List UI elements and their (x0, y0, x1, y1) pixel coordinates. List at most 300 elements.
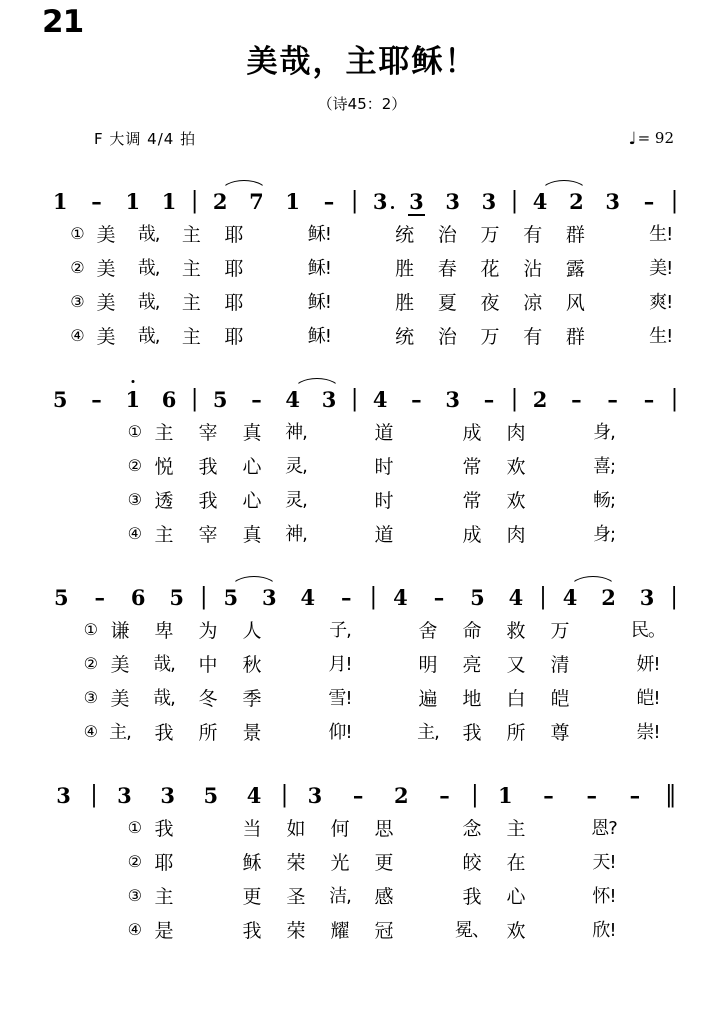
lyric-syllable: 所 (198, 721, 218, 744)
note-cell (202, 191, 238, 216)
lyric-syllable: 冕、 (455, 920, 489, 941)
lyric-syllable: 是 (154, 919, 174, 942)
note-cell (589, 587, 627, 612)
lyric-syllable: 美 (96, 257, 116, 280)
lyric-syllable: 又 (506, 653, 526, 676)
note-cell (78, 389, 114, 414)
note-glyph: | (280, 782, 289, 808)
lyric-syllable: 美 (110, 687, 130, 710)
note-cell (80, 587, 118, 612)
note-cell (471, 389, 507, 414)
note-glyph: 5 (470, 585, 485, 610)
lyric-syllable: 荣 (286, 851, 306, 874)
verse-number: ② (83, 653, 98, 673)
lyric-syllable: 统 (395, 325, 415, 348)
music-system (28, 572, 696, 748)
lyric-syllable: 我 (154, 721, 174, 744)
note-cell (238, 389, 274, 414)
note-cell (250, 587, 288, 612)
lyric-syllable: 我 (154, 817, 174, 840)
lyric-line (28, 482, 696, 516)
verse-number: ④ (127, 523, 142, 543)
lyric-syllable: 谦 (110, 619, 130, 642)
lyric-syllable: 恩? (591, 818, 617, 839)
lyric-syllable: 皑! (636, 688, 660, 709)
lyric-syllable: 我 (198, 489, 218, 512)
lyric-syllable: 群 (565, 223, 585, 246)
note-glyph: 3 (445, 189, 461, 214)
note-glyph: ‖ (664, 782, 674, 808)
note-glyph: 2 (212, 189, 228, 214)
lyric-syllable: 我 (462, 885, 482, 908)
note-cell (293, 785, 336, 810)
lyric-syllable: 美 (110, 653, 130, 676)
note-glyph: 5 (223, 585, 239, 610)
lyric-line (28, 318, 696, 352)
lyric-syllable: 有 (523, 223, 543, 246)
lyric-syllable: 万 (550, 619, 570, 642)
lyric-syllable: 子, (329, 620, 351, 641)
note-cell (398, 191, 434, 216)
note-glyph: – (571, 387, 582, 412)
lyric-line (28, 714, 696, 748)
note-cell (327, 587, 365, 612)
lyric-line (28, 646, 696, 680)
score-meta (28, 128, 696, 154)
barline (666, 586, 682, 612)
lyric-syllable: 美 (96, 325, 116, 348)
lyric-syllable: 稣! (307, 292, 331, 313)
lyric-syllable: 命 (462, 619, 482, 642)
lyric-syllable: 沾 (523, 257, 543, 280)
note-cell (275, 191, 311, 216)
note-glyph: 3 (117, 783, 132, 808)
lyric-line (28, 448, 696, 482)
note-glyph: 4 (393, 585, 408, 610)
lyric-syllable: 仰! (328, 722, 352, 743)
lyric-syllable: 舍 (418, 619, 438, 642)
lyric-syllable: 主, (109, 722, 131, 743)
lyric-syllable: 常 (462, 489, 482, 512)
barline (366, 586, 382, 612)
note-cell (471, 191, 507, 216)
note-glyph: – (643, 387, 655, 412)
lyric-syllable: 美 (96, 223, 116, 246)
lyric-syllable: 心 (242, 489, 262, 512)
quarter-note-icon: ♩ (628, 129, 637, 149)
lyric-syllable: 美! (649, 258, 673, 279)
barline (347, 190, 362, 216)
lyric-syllable: 中 (198, 653, 218, 676)
verse-number: ② (127, 851, 142, 871)
note-glyph: | (539, 584, 547, 610)
lyric-syllable: 道 (374, 523, 394, 546)
lyric-syllable: 宰 (198, 523, 218, 546)
verse-number: ③ (70, 291, 85, 311)
lyric-syllable: 真 (242, 523, 262, 546)
note-cell (595, 191, 631, 216)
verse-number: ① (127, 421, 142, 441)
lyric-syllable: 尊 (550, 721, 570, 744)
lyric-syllable: 夜 (480, 291, 500, 314)
lyric-syllable: 神, (285, 422, 307, 443)
lyric-syllable: 遍 (418, 687, 438, 710)
tempo-marking (629, 128, 674, 148)
lyric-syllable: 怀! (592, 886, 616, 907)
verse-number: ③ (127, 885, 142, 905)
lyric-syllable: 欣! (592, 920, 616, 941)
lyric-syllable: 主 (154, 421, 174, 444)
note-glyph: 5 (53, 585, 69, 610)
note-cell (115, 389, 151, 414)
barline (187, 190, 202, 216)
note-cell (423, 785, 466, 810)
lyric-line (28, 680, 696, 714)
lyric-syllable: 稣! (307, 224, 331, 245)
lyric-syllable: 喜; (592, 456, 616, 477)
note-cell (398, 389, 434, 414)
note-cell (631, 191, 667, 216)
lyric-syllable: 荣 (286, 919, 306, 942)
note-glyph: 2 (393, 783, 409, 808)
note-glyph: | (369, 584, 378, 610)
verse-number: ④ (127, 919, 142, 939)
note-glyph: 4 (372, 387, 388, 412)
lyric-syllable: 我 (462, 721, 482, 744)
note-glyph: – (586, 783, 597, 808)
verse-number: ③ (127, 489, 142, 509)
note-glyph: 4 (285, 387, 301, 412)
verse-number: ④ (70, 325, 85, 345)
note-glyph: 1 (52, 189, 68, 214)
note-glyph: – (439, 783, 450, 808)
note-cell (362, 389, 398, 414)
note-cell (435, 389, 471, 414)
note-glyph: – (629, 783, 641, 808)
lyric-syllable: 耶 (224, 257, 244, 280)
note-glyph: – (433, 585, 445, 610)
lyric-syllable: 露 (565, 257, 585, 280)
lyric-syllable: 雪! (328, 688, 352, 709)
lyric-syllable: 夏 (437, 291, 457, 314)
lyric-syllable: 在 (506, 851, 526, 874)
lyric-syllable: 胜 (395, 291, 415, 314)
note-glyph: 1 (285, 189, 301, 214)
barline (466, 784, 484, 810)
note-cell (202, 389, 238, 414)
lyric-line (28, 878, 696, 912)
lyric-syllable: 如 (286, 817, 306, 840)
lyric-syllable: 何 (330, 817, 350, 840)
note-glyph: | (510, 188, 519, 214)
lyric-syllable: 成 (462, 421, 482, 444)
note-glyph: – (91, 387, 102, 412)
note-glyph: 1 (161, 189, 177, 214)
verse-number: ① (70, 223, 85, 243)
note-glyph: 3 (639, 585, 655, 610)
lyric-line (28, 612, 696, 646)
note-cell (527, 785, 570, 810)
note-glyph: – (91, 189, 102, 214)
lyric-syllable: 欢 (506, 919, 526, 942)
lyric-line (28, 810, 696, 844)
lyric-syllable: 统 (395, 223, 415, 246)
note-glyph: 3 (56, 783, 71, 808)
lyric-syllable: 有 (523, 325, 543, 348)
note-glyph: 4 (562, 585, 578, 610)
lyric-syllable: 花 (480, 257, 500, 280)
note-cell (484, 785, 527, 810)
lyric-syllable: 欢 (506, 455, 526, 478)
note-cell (311, 191, 347, 216)
lyric-syllable: 天! (592, 852, 616, 873)
note-glyph: | (350, 386, 359, 412)
lyric-syllable: 当 (242, 817, 262, 840)
note-cell (42, 785, 85, 810)
barline (196, 586, 212, 612)
lyric-syllable: 卑 (154, 619, 174, 642)
note-cell (558, 389, 594, 414)
lyric-syllable: 哉, (137, 326, 160, 347)
note-glyph: | (670, 584, 678, 610)
lyric-syllable: 哉, (153, 688, 175, 709)
barline (85, 784, 103, 810)
lyric-syllable: 主 (181, 223, 201, 246)
note-glyph: – (607, 387, 618, 412)
lyric-syllable: 生! (649, 224, 673, 245)
notation-row (28, 374, 696, 414)
note-glyph: 2 (569, 189, 584, 214)
note-cell (157, 587, 195, 612)
note-cell (42, 389, 78, 414)
note-glyph: 5 (212, 387, 228, 412)
lyric-syllable: 为 (198, 619, 218, 642)
note-cell (497, 587, 535, 612)
note-glyph: 7 (249, 189, 264, 214)
note-glyph: 1 (125, 189, 141, 214)
note-cell (212, 587, 250, 612)
lyric-syllable: 圣 (286, 885, 306, 908)
lyric-syllable: 更 (374, 851, 394, 874)
lyric-syllable: 地 (462, 687, 482, 710)
note-cell (232, 785, 275, 810)
lyric-syllable: 风 (565, 291, 585, 314)
lyric-line (28, 250, 696, 284)
note-glyph: – (543, 783, 554, 808)
lyric-syllable: 崇! (636, 722, 660, 743)
lyric-syllable: 耶 (224, 291, 244, 314)
lyric-syllable: 念 (462, 817, 482, 840)
note-glyph: – (323, 189, 335, 214)
lyric-syllable: 主 (154, 523, 174, 546)
note-cell (275, 389, 311, 414)
lyric-line (28, 912, 696, 946)
barline (667, 388, 682, 414)
note-cell (238, 191, 274, 216)
verse-number: ① (127, 817, 142, 837)
note-cell (103, 785, 146, 810)
key-signature: F 大调 4/4 拍 (94, 130, 197, 148)
note-glyph: 6 (130, 585, 146, 610)
note-glyph: 3 (372, 189, 388, 214)
lyric-syllable: 感 (374, 885, 394, 908)
lyric-syllable: 思 (374, 817, 394, 840)
note-glyph: 3 (445, 387, 461, 412)
scripture-reference: （诗45：2） (317, 95, 407, 113)
lyric-syllable: 时 (374, 489, 394, 512)
note-cell (151, 389, 187, 414)
lyric-syllable: 哉, (137, 224, 160, 245)
augmentation-dot (391, 206, 394, 209)
note-glyph: | (670, 188, 679, 214)
note-glyph: | (190, 386, 199, 412)
note-cell (522, 389, 558, 414)
music-system (28, 374, 696, 550)
note-cell (628, 587, 666, 612)
lyric-syllable: 景 (242, 721, 262, 744)
note-cell (311, 389, 347, 414)
lyric-syllable: 冬 (198, 687, 218, 710)
lyric-syllable: 稣! (307, 326, 331, 347)
lyric-line (28, 414, 696, 448)
lyric-syllable: 哉, (137, 258, 160, 279)
lyric-syllable: 主, (417, 722, 439, 743)
note-glyph: 3 (605, 189, 620, 214)
lyric-syllable: 时 (374, 455, 394, 478)
barline (535, 586, 551, 612)
lyric-syllable: 主 (181, 291, 201, 314)
lyric-syllable: 生! (649, 326, 673, 347)
note-glyph: | (199, 584, 208, 610)
lyric-syllable: 肉 (506, 523, 526, 546)
note-cell (458, 587, 496, 612)
page-title: 美哉，主耶稣！ (246, 44, 478, 80)
lyric-syllable: 妍! (636, 654, 660, 675)
note-glyph: 5 (52, 387, 68, 412)
music-system (28, 770, 696, 946)
note-glyph: – (411, 387, 422, 412)
note-glyph: 3 (307, 783, 323, 808)
lyric-syllable: 万 (480, 325, 500, 348)
verse-number: ③ (83, 687, 98, 707)
note-cell (146, 785, 189, 810)
verse-number: ② (70, 257, 85, 277)
note-glyph: – (251, 387, 262, 412)
lyric-syllable: 民。 (631, 620, 665, 641)
lyric-syllable: 我 (198, 455, 218, 478)
lyric-line (28, 844, 696, 878)
lyric-syllable: 主 (181, 257, 201, 280)
note-cell (381, 587, 419, 612)
note-glyph: 5 (169, 585, 184, 610)
lyric-syllable: 主 (181, 325, 201, 348)
music-system (28, 176, 696, 352)
verse-number: ② (127, 455, 142, 475)
lyric-syllable: 月! (328, 654, 352, 675)
lyric-syllable: 畅; (592, 490, 616, 511)
lyric-syllable: 神, (285, 524, 307, 545)
lyric-syllable: 心 (506, 885, 526, 908)
note-cell (336, 785, 379, 810)
note-cell (42, 587, 80, 612)
lyric-syllable: 凉 (523, 291, 543, 314)
octave-dot (131, 380, 134, 383)
lyric-syllable: 洁, (329, 886, 351, 907)
lyric-syllable: 灵, (285, 456, 307, 477)
note-glyph: 3 (160, 783, 175, 808)
lyric-syllable: 明 (418, 653, 438, 676)
verse-number: ④ (83, 721, 98, 741)
note-glyph: 4 (246, 783, 262, 808)
lyric-line (28, 216, 696, 250)
lyric-syllable: 皑 (550, 687, 570, 710)
lyric-syllable: 白 (506, 687, 526, 710)
note-cell (558, 191, 594, 216)
lyric-syllable: 悦 (154, 455, 174, 478)
note-cell (631, 389, 667, 414)
lyric-syllable: 光 (330, 851, 350, 874)
lyric-syllable: 耶 (224, 223, 244, 246)
note-glyph: 1 (125, 387, 141, 412)
note-cell (420, 587, 458, 612)
note-glyph: | (510, 386, 519, 412)
music-systems (28, 176, 696, 946)
note-cell (595, 389, 631, 414)
note-cell (522, 191, 558, 216)
note-cell (551, 587, 589, 612)
lyric-syllable: 欢 (506, 489, 526, 512)
tempo-value: = 92 (637, 129, 674, 147)
notation-row (28, 176, 696, 216)
note-glyph: – (94, 585, 105, 610)
notation-row (28, 572, 696, 612)
lyric-syllable: 耶 (154, 851, 174, 874)
note-glyph: 6 (161, 387, 177, 412)
note-glyph: 5 (203, 783, 219, 808)
note-cell (362, 191, 398, 216)
final-barline (656, 784, 682, 810)
note-glyph: – (483, 387, 495, 412)
note-glyph: 3 (481, 189, 497, 214)
lyric-syllable: 治 (437, 325, 457, 348)
lyric-syllable: 道 (374, 421, 394, 444)
barline (507, 190, 522, 216)
note-glyph: | (90, 782, 98, 808)
note-glyph: 4 (532, 189, 548, 214)
note-glyph: – (341, 585, 352, 610)
lyric-syllable: 哉, (153, 654, 175, 675)
note-glyph: 2 (532, 387, 548, 412)
lyric-syllable: 心 (242, 455, 262, 478)
lyric-syllable: 身, (593, 422, 615, 443)
note-cell (380, 785, 423, 810)
lyric-syllable: 哉, (137, 292, 160, 313)
lyric-syllable: 耀 (330, 919, 350, 942)
lyric-syllable: 常 (462, 455, 482, 478)
lyric-syllable: 透 (154, 489, 174, 512)
lyric-syllable: 治 (437, 223, 457, 246)
note-cell (115, 191, 151, 216)
verse-number: ① (83, 619, 98, 639)
lyric-line (28, 516, 696, 550)
lyric-syllable: 真 (242, 421, 262, 444)
note-glyph: 3 (409, 189, 424, 214)
lyric-syllable: 稣 (242, 851, 262, 874)
note-cell (151, 191, 187, 216)
note-glyph: 4 (508, 585, 524, 610)
lyric-syllable: 清 (550, 653, 570, 676)
lyric-syllable: 所 (506, 721, 526, 744)
